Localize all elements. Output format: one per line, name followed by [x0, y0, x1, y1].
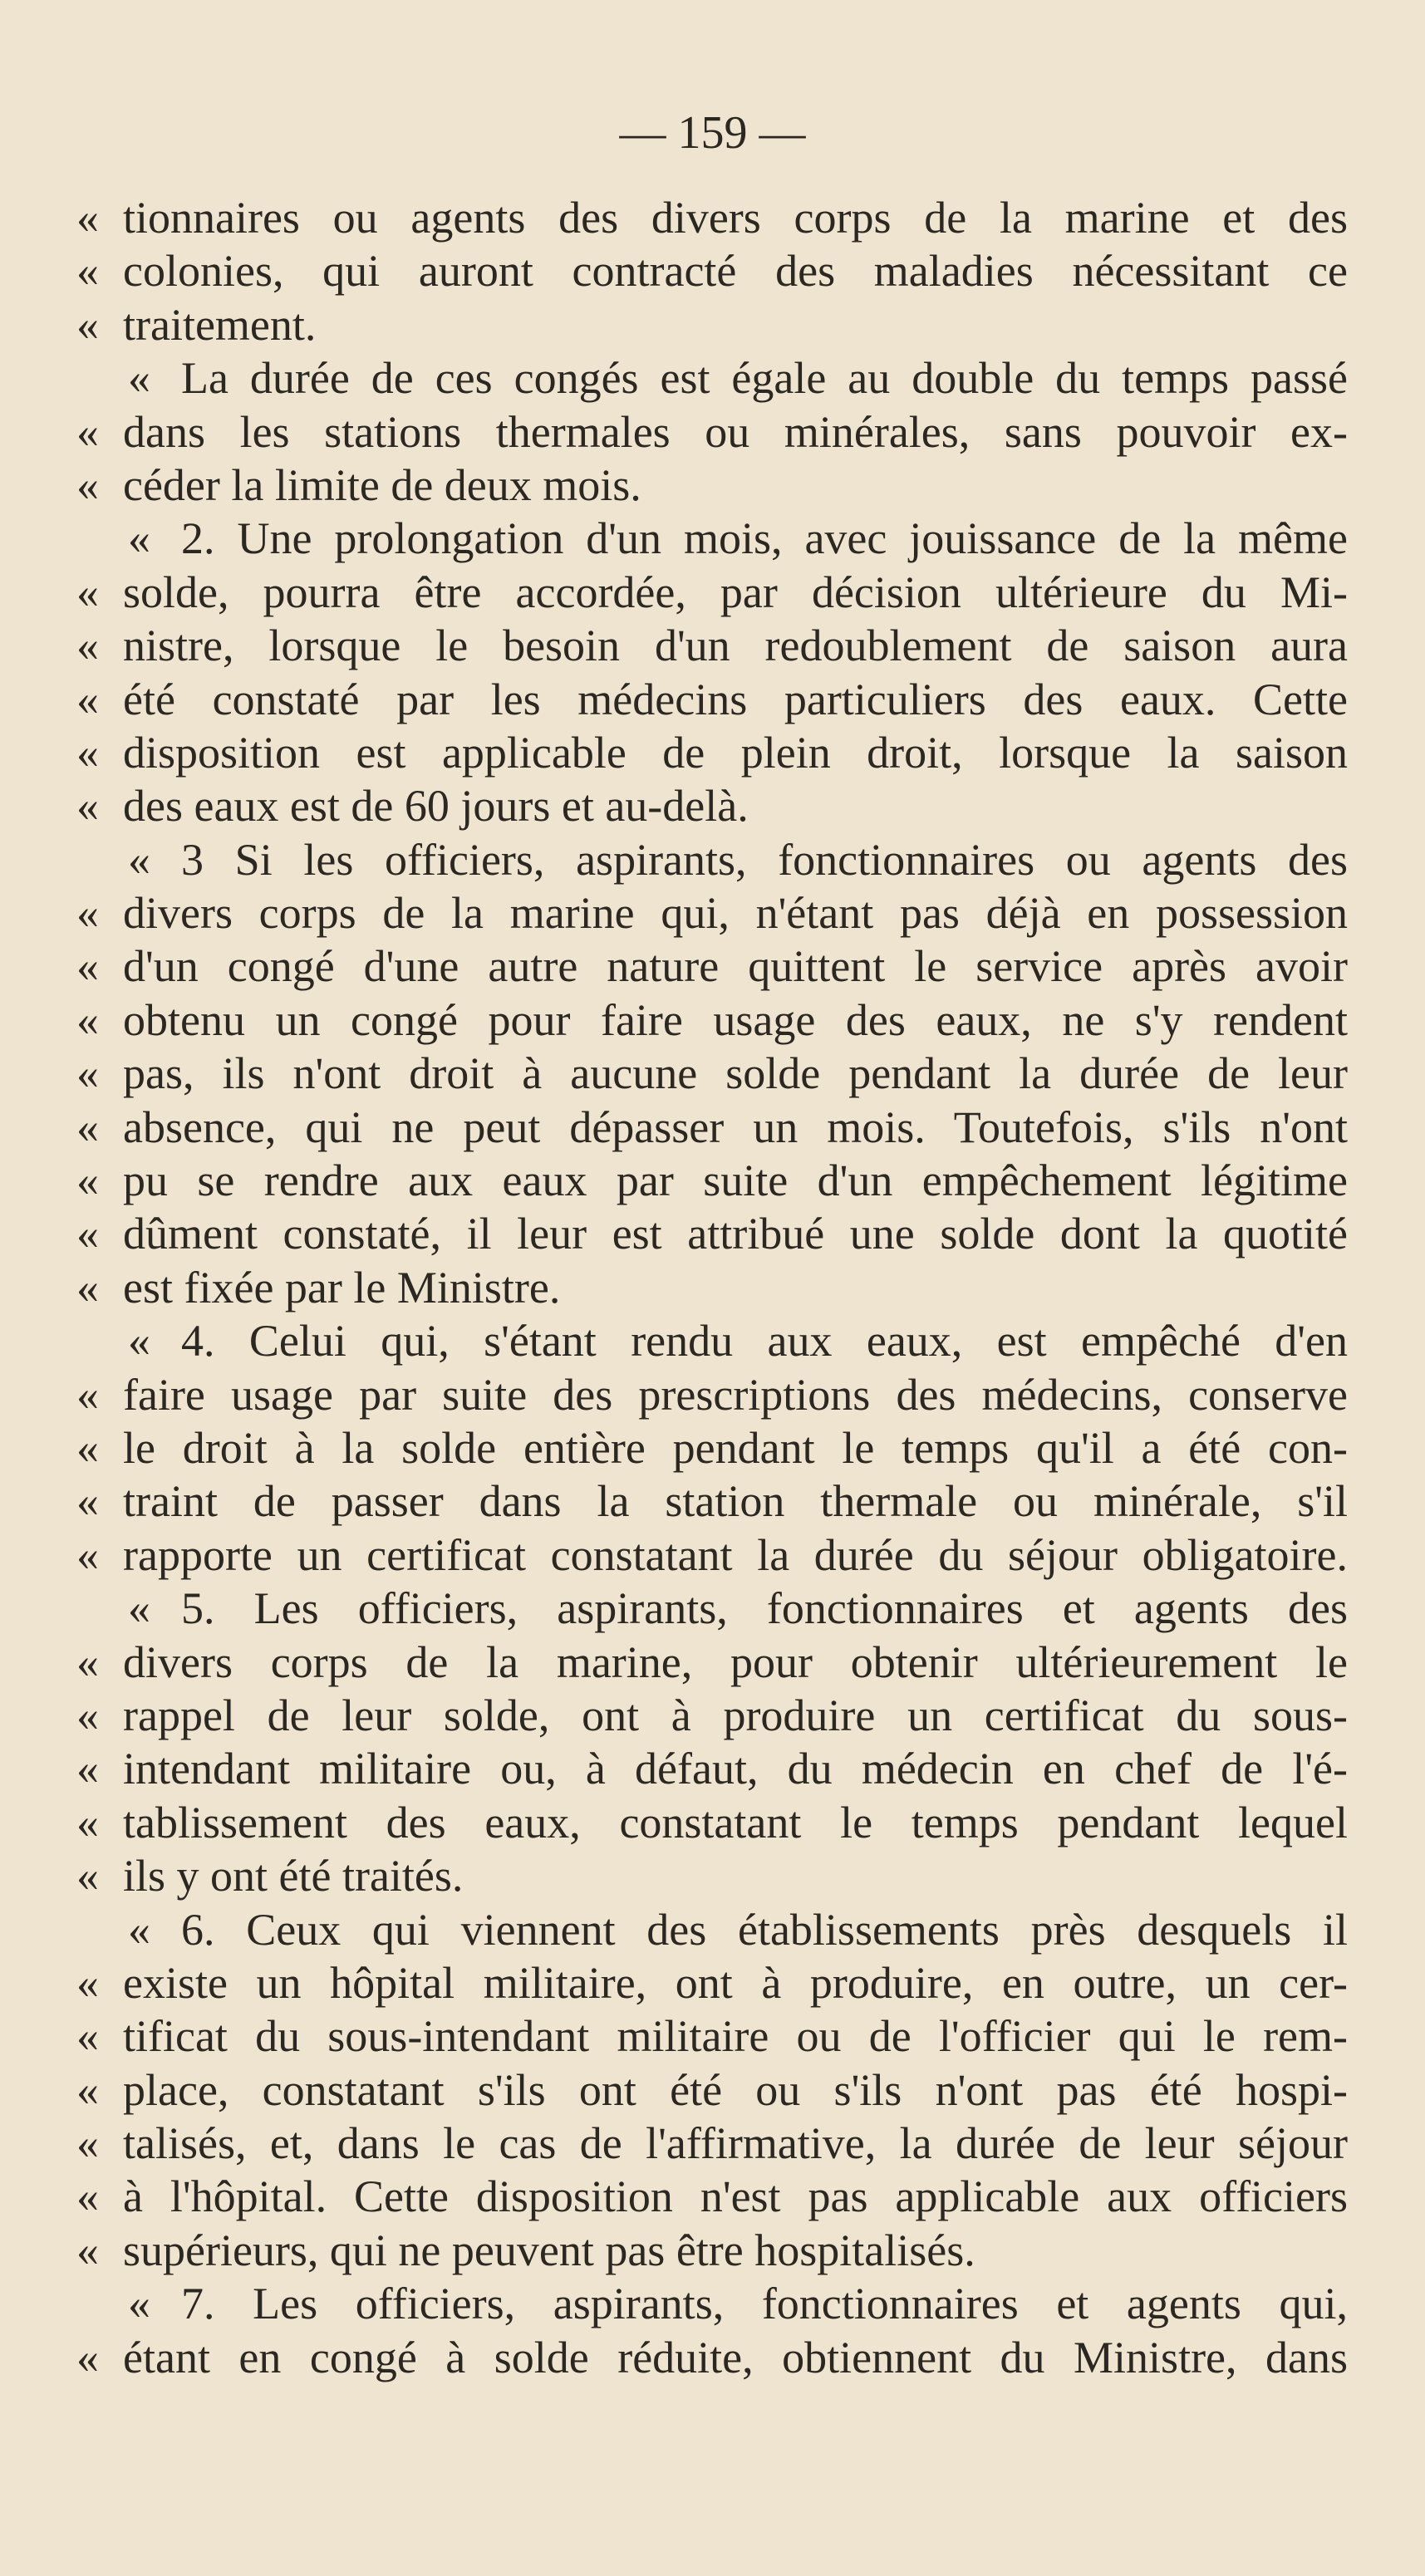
- text-line: [76, 351, 1348, 405]
- text-line: [76, 1047, 1348, 1100]
- line-text: traint de passer dans la station thermale ou minérale, s'il: [123, 1476, 1348, 1527]
- quote-mark: «: [76, 1851, 99, 1901]
- body-text: [76, 191, 1348, 2384]
- line-text: supérieurs, qui ne peuvent pas être hospitalisés.: [123, 2225, 975, 2275]
- quote-mark: «: [76, 2118, 99, 2169]
- text-line: [76, 191, 1348, 244]
- quote-mark: «: [76, 1636, 99, 1687]
- text-line: [76, 2170, 1348, 2223]
- quote-mark: «: [76, 994, 99, 1045]
- text-line: [76, 940, 1348, 993]
- text-line: [76, 1314, 1348, 1367]
- line-text: intendant militaire ou, à défaut, du médecin en chef de l'é-: [123, 1744, 1348, 1794]
- quote-mark: «: [76, 2171, 99, 2222]
- quote-mark: «: [76, 246, 99, 297]
- line-text: faire usage par suite des prescriptions des médecins, conserve: [123, 1369, 1348, 1420]
- quote-mark: «: [76, 2064, 99, 2115]
- text-line: [76, 1796, 1348, 1849]
- text-line: [76, 1528, 1348, 1582]
- quote-mark: «: [76, 193, 99, 243]
- text-line: [76, 459, 1348, 512]
- text-line: [76, 1101, 1348, 1154]
- quote-mark: «: [76, 2225, 99, 2275]
- line-text: tionnaires ou agents des divers corps de la marine et des: [123, 193, 1348, 243]
- quote-mark: «: [76, 1529, 99, 1580]
- quote-mark: «: [128, 1316, 150, 1367]
- quote-mark: «: [76, 1262, 99, 1313]
- text-line: [76, 1582, 1348, 1635]
- text-line: [76, 994, 1348, 1047]
- text-line: [76, 1154, 1348, 1207]
- line-text: tablissement des eaux, constatant le temps pendant lequel: [123, 1797, 1348, 1847]
- quote-mark: «: [76, 1744, 99, 1794]
- line-text: 5. Les officiers, aspirants, fonctionnaires et agents des: [181, 1583, 1348, 1634]
- text-line: [76, 619, 1348, 672]
- line-text: rapporte un certificat constatant la durée du séjour obligatoire.: [123, 1529, 1348, 1580]
- line-text: rappel de leur solde, ont à produire un certificat du sous-: [123, 1690, 1348, 1740]
- line-text: d'un congé d'une autre nature quittent le service après avoir: [123, 941, 1348, 992]
- line-text: disposition est applicable de plein droit, lorsque la saison: [123, 727, 1348, 778]
- text-line: [76, 1689, 1348, 1742]
- line-text: des eaux est de 60 jours et au-delà.: [123, 781, 749, 832]
- line-text: 2. Une prolongation d'un mois, avec jouissance de la même: [181, 513, 1348, 564]
- line-text: 6. Ceux qui viennent des établissements près desquels il: [181, 1904, 1348, 1955]
- text-line: [76, 244, 1348, 297]
- line-text: existe un hôpital militaire, ont à produire, en outre, un cer-: [123, 1957, 1348, 2008]
- quote-mark: «: [76, 941, 99, 992]
- line-text: céder la limite de deux mois.: [123, 459, 641, 510]
- line-text: solde, pourra être accordée, par décision ultérieure du Mi-: [123, 567, 1348, 617]
- quote-mark: «: [76, 2011, 99, 2062]
- page-number: — 159 —: [619, 107, 806, 159]
- quote-mark: «: [76, 1957, 99, 2008]
- quote-mark: «: [76, 1048, 99, 1099]
- text-line: [76, 298, 1348, 351]
- line-text: pu se rendre aux eaux par suite d'un empêchement légitime: [123, 1156, 1348, 1206]
- line-text: été constaté par les médecins particuliers des eaux. Cette: [123, 674, 1348, 724]
- text-line: [76, 1636, 1348, 1689]
- line-text: dûment constaté, il leur est attribué une solde dont la quotité: [123, 1209, 1348, 1259]
- text-line: [76, 1849, 1348, 1902]
- line-text: est fixée par le Ministre.: [123, 1262, 561, 1313]
- quote-mark: «: [76, 2332, 99, 2382]
- line-text: place, constatant s'ils ont été ou s'ils n'ont pas été hospi-: [123, 2064, 1348, 2115]
- line-text: traitement.: [123, 299, 317, 350]
- quote-mark: «: [76, 1422, 99, 1473]
- line-text: colonies, qui auront contracté des maladies nécessitant ce: [123, 246, 1348, 297]
- quote-mark: «: [76, 674, 99, 724]
- quote-mark: «: [128, 353, 150, 404]
- text-line: [76, 2063, 1348, 2117]
- quote-mark: «: [76, 567, 99, 617]
- text-line: [76, 1261, 1348, 1314]
- line-text: 4. Celui qui, s'étant rendu aux eaux, est empêché d'en: [181, 1316, 1348, 1367]
- quote-mark: «: [76, 1102, 99, 1152]
- text-line: [76, 566, 1348, 619]
- text-line: [76, 1956, 1348, 2009]
- line-text: 7. Les officiers, aspirants, fonctionnaires et agents qui,: [181, 2279, 1348, 2329]
- quote-mark: «: [76, 299, 99, 350]
- line-text: obtenu un congé pour faire usage des eaux, ne s'y rendent: [123, 994, 1348, 1045]
- text-line: [76, 833, 1348, 886]
- quote-mark: «: [76, 1156, 99, 1206]
- line-text: le droit à la solde entière pendant le temps qu'il a été con-: [123, 1422, 1348, 1473]
- text-line: [76, 1368, 1348, 1421]
- text-line: [76, 1474, 1348, 1528]
- text-line: [76, 1207, 1348, 1260]
- quote-mark: «: [76, 888, 99, 939]
- text-line: [76, 1742, 1348, 1795]
- line-text: talisés, et, dans le cas de l'affirmative, la durée de leur séjour: [123, 2118, 1348, 2169]
- quote-mark: «: [76, 727, 99, 778]
- quote-mark: «: [128, 1904, 150, 1955]
- text-line: [76, 2331, 1348, 2384]
- text-line: [76, 2009, 1348, 2063]
- text-line: [76, 886, 1348, 940]
- line-text: nistre, lorsque le besoin d'un redoublement de saison aura: [123, 621, 1348, 671]
- line-text: La durée de ces congés est égale au double du temps passé: [181, 353, 1348, 404]
- text-line: [76, 2224, 1348, 2277]
- quote-mark: «: [76, 1209, 99, 1259]
- quote-mark: «: [128, 2279, 150, 2329]
- line-text: dans les stations thermales ou minérales, sans pouvoir ex-: [123, 406, 1348, 457]
- text-line: [76, 779, 1348, 832]
- text-line: [76, 512, 1348, 565]
- text-line: [76, 1903, 1348, 1956]
- text-line: [76, 405, 1348, 459]
- line-text: étant en congé à solde réduite, obtiennent du Ministre, dans: [123, 2332, 1348, 2382]
- line-text: à l'hôpital. Cette disposition n'est pas applicable aux officiers: [123, 2171, 1348, 2222]
- line-text: divers corps de la marine qui, n'étant pas déjà en possession: [123, 888, 1348, 939]
- line-text: 3 Si les officiers, aspirants, fonctionnaires ou agents des: [181, 834, 1348, 885]
- line-text: ils y ont été traités.: [123, 1851, 464, 1901]
- quote-mark: «: [128, 1583, 150, 1634]
- quote-mark: «: [76, 781, 99, 832]
- quote-mark: «: [128, 513, 150, 564]
- text-line: [76, 726, 1348, 779]
- quote-mark: «: [76, 621, 99, 671]
- quote-mark: «: [76, 406, 99, 457]
- text-line: [76, 2277, 1348, 2330]
- text-line: [76, 673, 1348, 726]
- quote-mark: «: [128, 834, 150, 885]
- quote-mark: «: [76, 1476, 99, 1527]
- text-line: [76, 2117, 1348, 2170]
- line-text: divers corps de la marine, pour obtenir ultérieurement le: [123, 1636, 1348, 1687]
- quote-mark: «: [76, 1690, 99, 1740]
- text-line: [76, 1421, 1348, 1474]
- quote-mark: «: [76, 459, 99, 510]
- line-text: absence, qui ne peut dépasser un mois. Toutefois, s'ils n'ont: [123, 1102, 1348, 1152]
- line-text: pas, ils n'ont droit à aucune solde pendant la durée de leur: [123, 1048, 1348, 1099]
- quote-mark: «: [76, 1369, 99, 1420]
- quote-mark: «: [76, 1797, 99, 1847]
- line-text: tificat du sous-intendant militaire ou de l'officier qui le rem-: [123, 2011, 1348, 2062]
